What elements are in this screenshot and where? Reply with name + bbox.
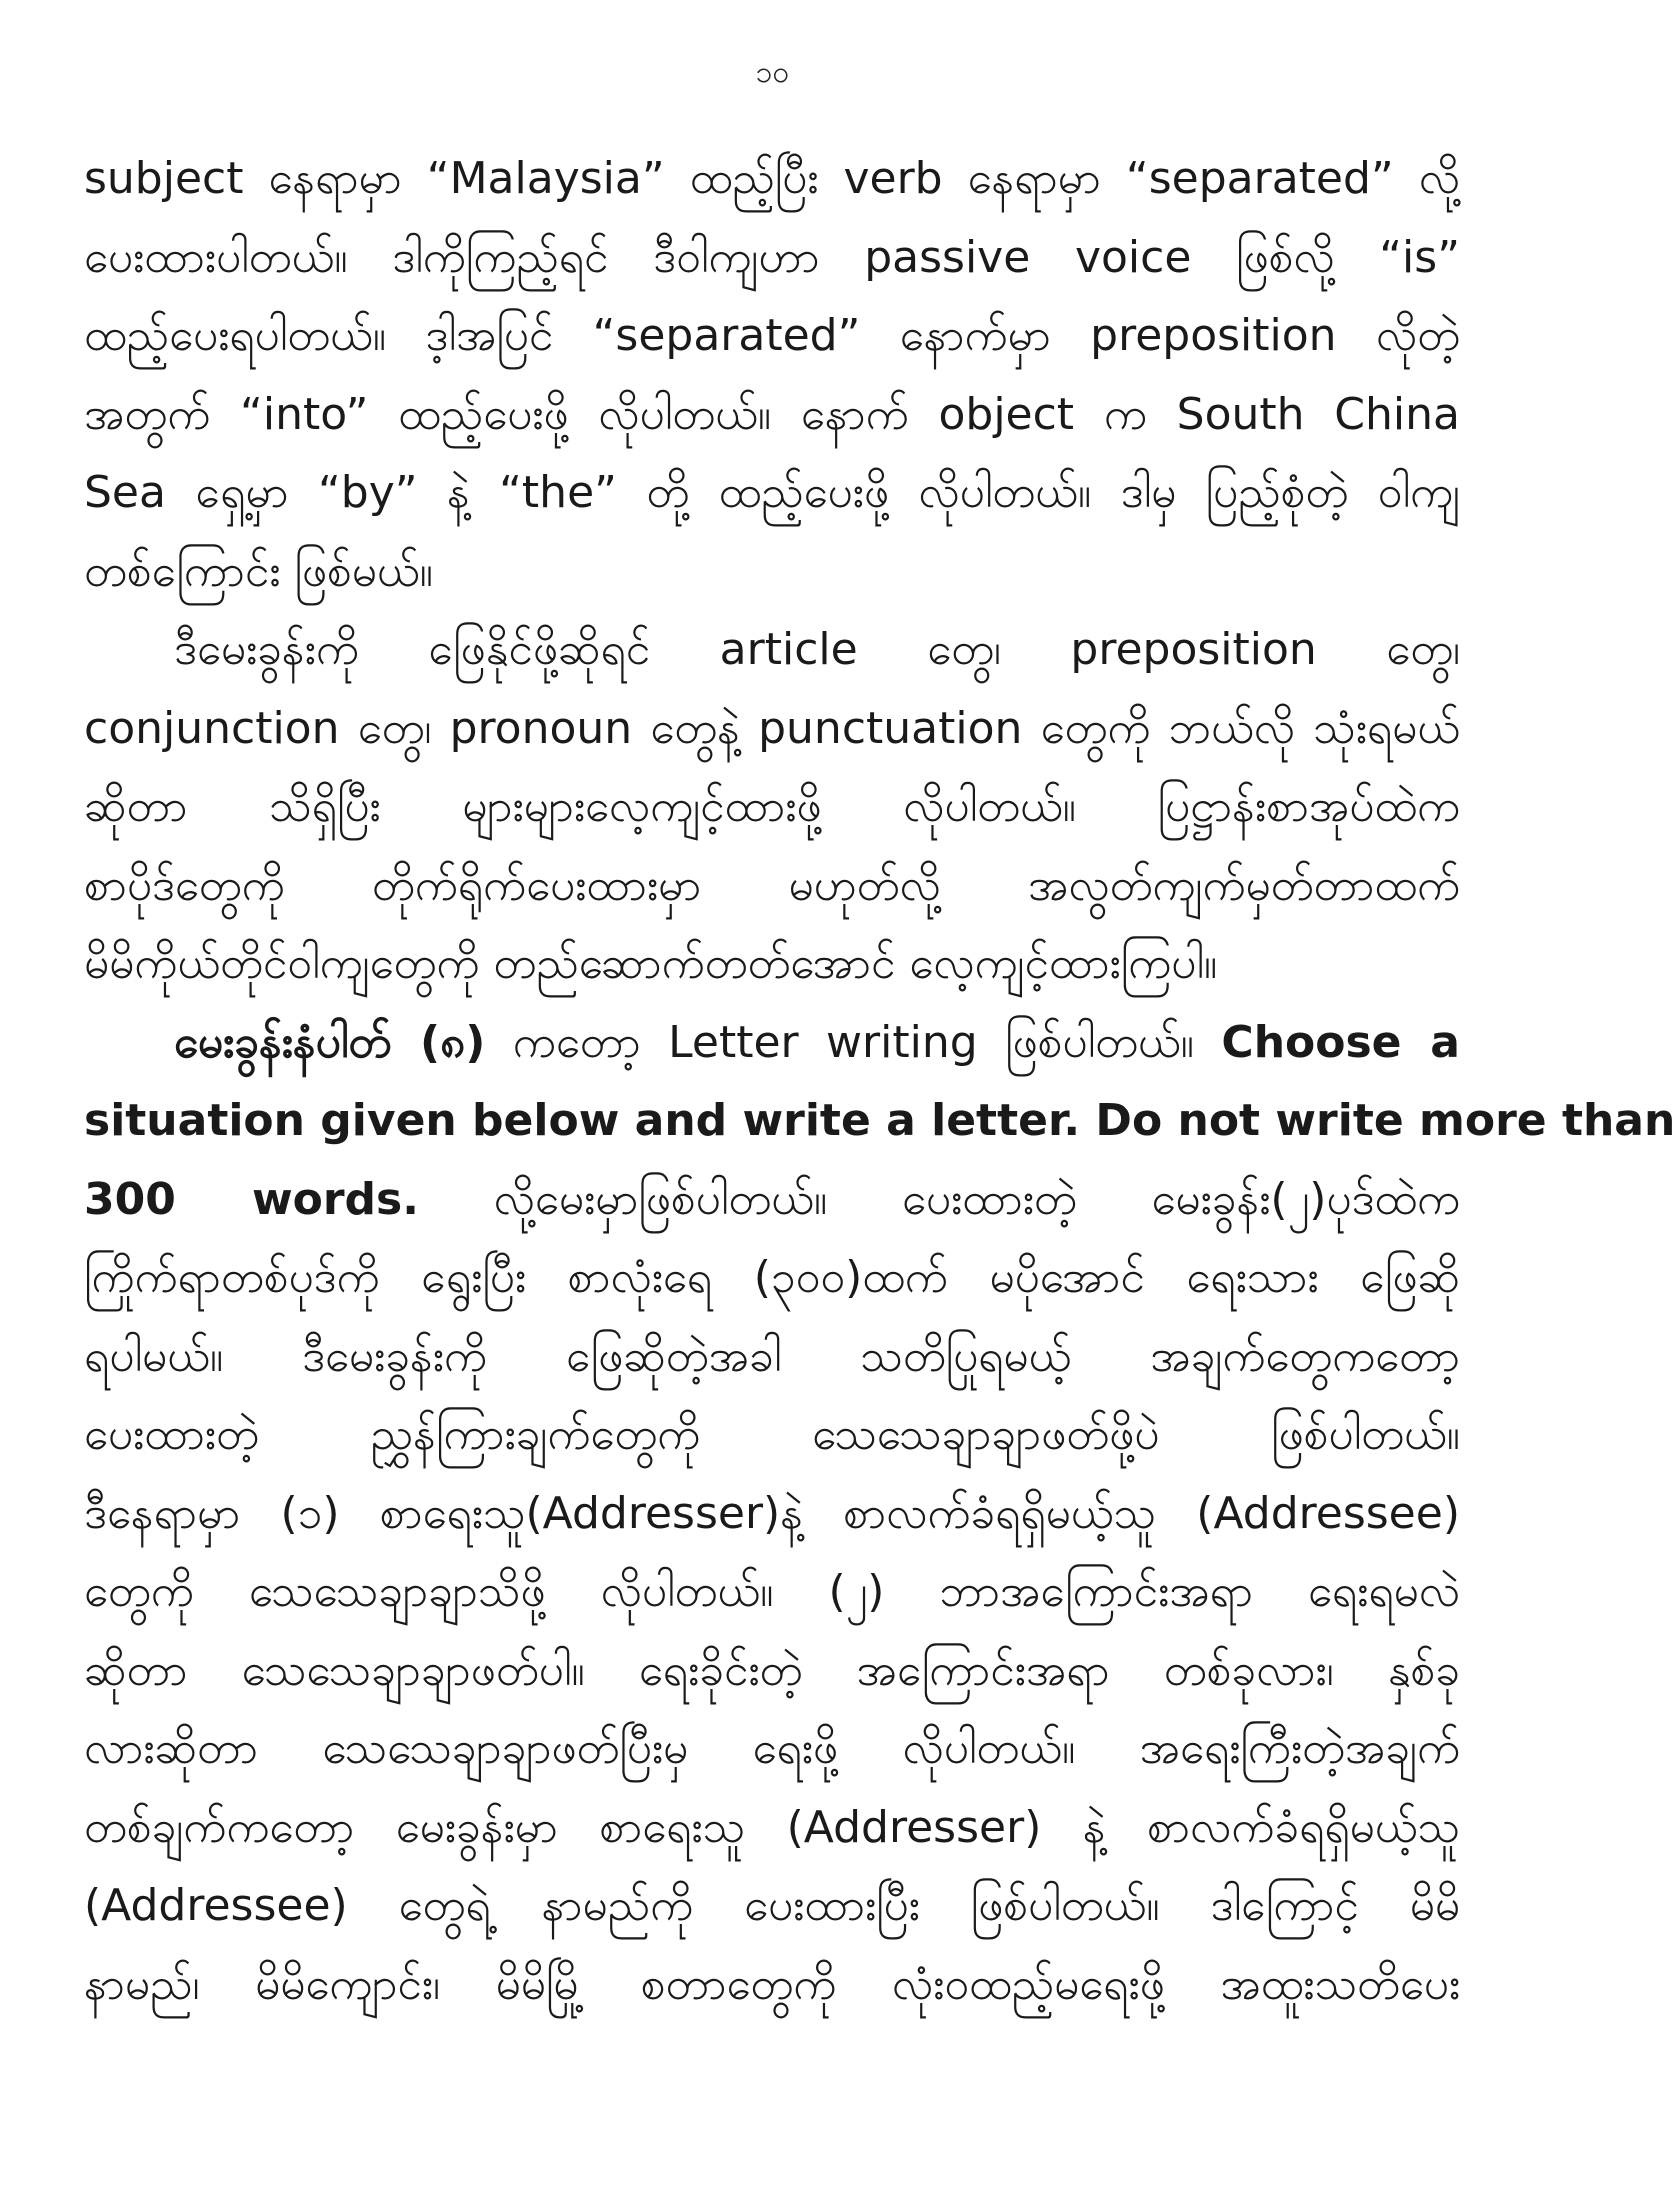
question-prompt-text: situation given below and write a letter. Do not write more than [84,1095,1675,1146]
text-line: အတွက် “into” ထည့်ပေးဖို့ လိုပါတယ်။ နောက် object က South China [84,388,1460,440]
text-run: ကတော့ Letter writing ဖြစ်ပါတယ်။ [485,1016,1222,1068]
text-line: ပေးထားပါတယ်။ ဒါကိုကြည့်ရင် ဒီဝါကျဟာ passive voice ဖြစ်လို့ “is” [84,231,1460,283]
question-prompt-text: 300 words. [84,1173,419,1225]
page-number: ၁၀ [755,55,790,90]
text-line: ဆိုတာ သိရှိပြီး များများလေ့ကျင့်ထားဖို့ လိုပါတယ်။ ပြဋ္ဌာန်းစာအုပ်ထဲက [84,781,1460,832]
body-text [84,140,1675,2024]
question-number-heading: မေးခွန်းနံပါတ် (၈) [174,1016,486,1068]
text-line [84,1161,1460,1240]
text-line: နာမည်၊ မိမိကျောင်း၊ မိမိမြို့ စတာတွေကို လုံးဝထည့်မရေးဖို့ အထူးသတိပေး [84,1958,1460,2010]
text-line: Sea ရှေ့မှာ “by” နဲ့ “the” တို့ ထည့်ပေးဖို့ လိုပါတယ်။ ဒါမှ ပြည့်စုံတဲ့ ဝါကျ [84,467,1460,518]
text-line: ဆိုတာ သေသေချာချာဖတ်ပါ။ ရေးခိုင်းတဲ့ အကြောင်းအရာ တစ်ခုလား၊ နှစ်ခု [84,1644,1460,1696]
text-line: ထည့်ပေးရပါတယ်။ ဒ့ါအပြင် “separated” နောက်မှာ preposition လိုတဲ့ [84,310,1460,361]
text-line: ရပါမယ်။ ဒီမေးခွန်းကို ဖြေဆိုတဲ့အခါ သတိပြုရမယ့် အချက်တွေကတော့ [84,1330,1460,1382]
text-line: တစ်ချက်ကတော့ မေးခွန်းမှာ စာရေးသူ (Addresser) နဲ့ စာလက်ခံရရှိမယ့်သူ [84,1801,1460,1853]
text-line: ပေးထားတဲ့ ညွှန်ကြားချက်တွေကို သေသေချာချာဖတ်ဖို့ပဲ ဖြစ်ပါတယ်။ [84,1409,1460,1460]
text-line: (Addressee) တွေရဲ့ နာမည်ကို ပေးထားပြီး ဖြစ်ပါတယ်။ ဒါကြောင့် မိမိ [84,1880,1460,1931]
paragraph-first-line [84,1004,1460,1083]
text-line: တစ်ကြောင်း ဖြစ်မယ်။ [84,545,433,597]
text-line: တွေကို သေသေချာချာသိဖို့ လိုပါတယ်။ (၂) ဘာအကြောင်းအရာ ရေးရမလဲ [84,1566,1460,1617]
text-line: subject နေရာမှာ “Malaysia” ထည့်ပြီး verb နေရာမှာ “separated” လို့ [84,153,1460,204]
text-line: ဒီနေရာမှာ (၁) စာရေးသူ(Addresser)နဲ့ စာလက်ခံရရှိမယ့်သူ (Addressee) [84,1487,1460,1539]
text-run: လို့မေးမှာဖြစ်ပါတယ်။ ပေးထားတဲ့ မေးခွန်း(၂)ပုဒ်ထဲက [418,1173,1460,1225]
text-line: မိမိကိုယ်တိုင်ဝါကျတွေကို တည်ဆောက်တတ်အောင် လေ့ကျင့်ထားကြပါ။ [84,938,1218,989]
question-prompt-text: Choose a [1221,1016,1460,1068]
text-line: စာပိုဒ်တွေကို တိုက်ရိုက်ပေးထားမှာ မဟုတ်လို့ အလွတ်ကျက်မှတ်တာထက် [84,859,1460,911]
text-line: လားဆိုတာ သေသေချာချာဖတ်ပြီးမှ ရေးဖို့ လိုပါတယ်။ အရေးကြီးတဲ့အချက် [84,1723,1460,1774]
text-line: ကြိုက်ရာတစ်ပုဒ်ကို ရွေးပြီး စာလုံးရေ (၃၀၀)ထက် မပိုအောင် ရေးသား ဖြေဆို [84,1252,1460,1303]
text-line: conjunction တွေ၊ pronoun တွေနဲ့ punctuation တွေကို ဘယ်လို သုံးရမယ် [84,702,1460,754]
paragraph-first-line: ဒီမေးခွန်းကို ဖြေနိုင်ဖို့ဆိုရင် article တွေ၊ preposition တွေ၊ [174,624,1460,675]
